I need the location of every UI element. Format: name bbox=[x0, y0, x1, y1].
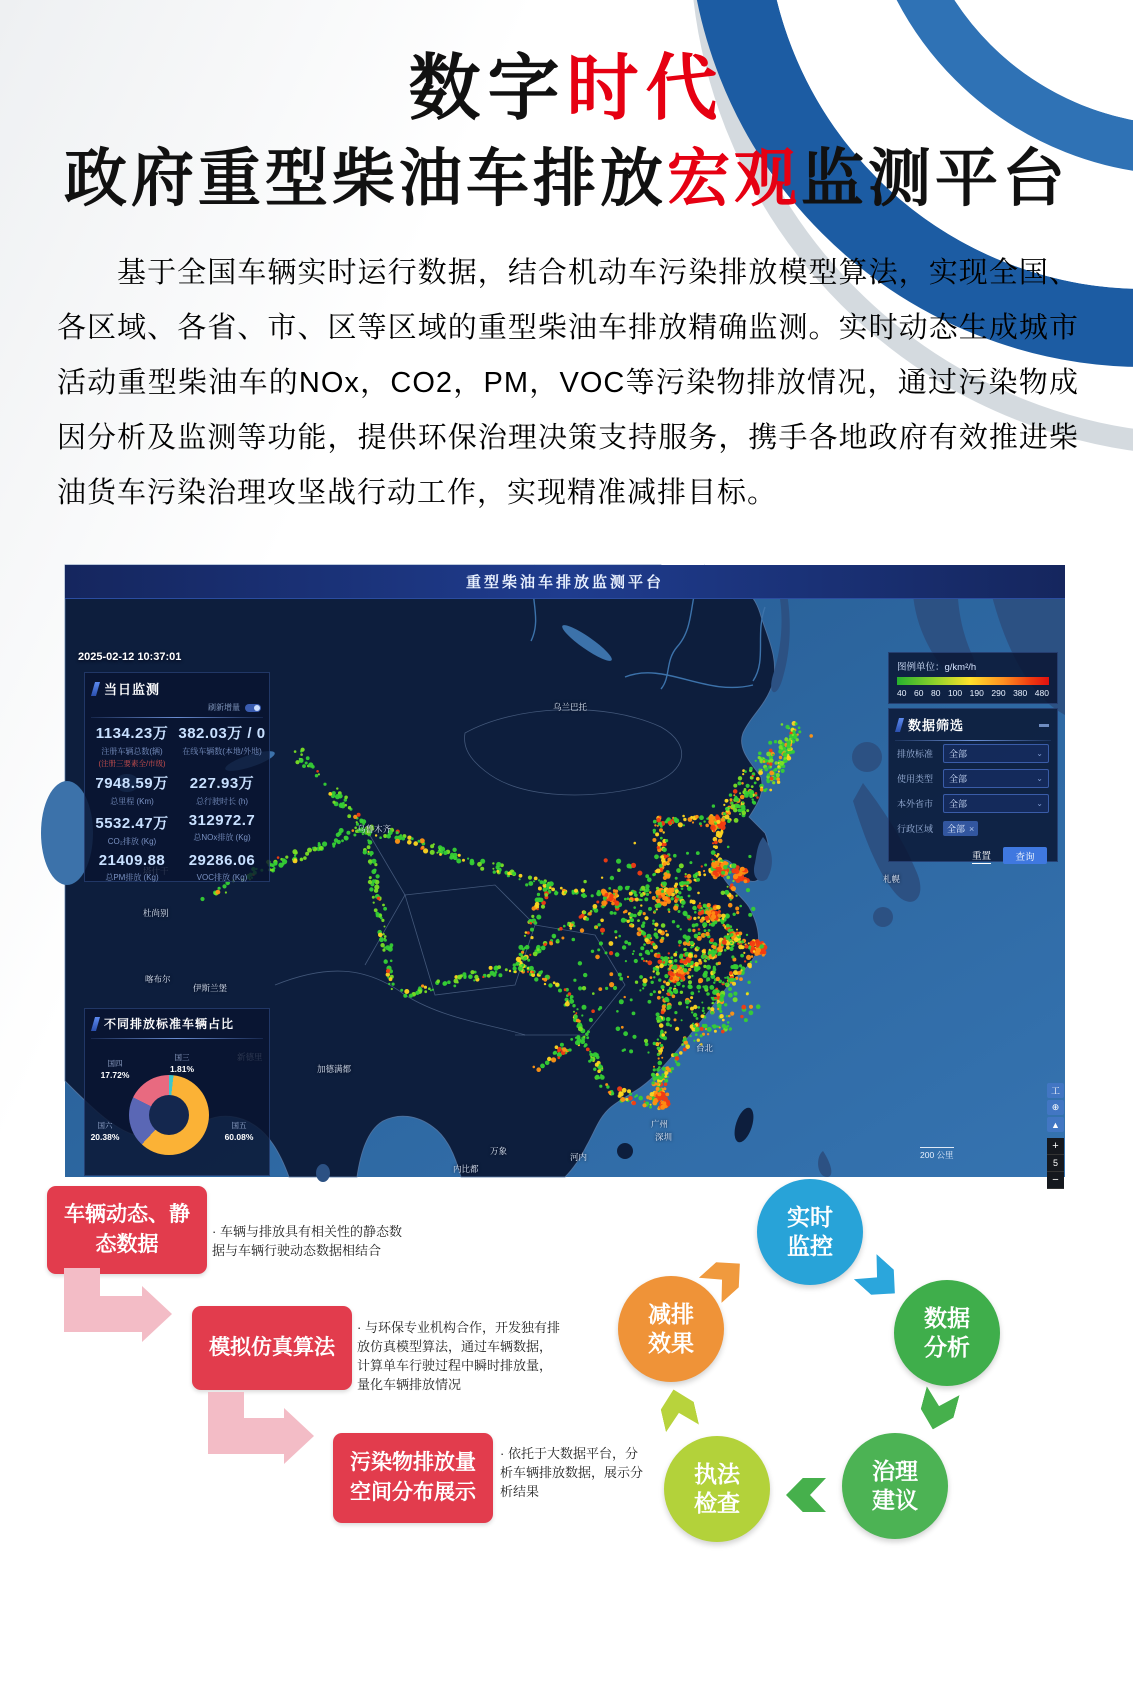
cycle-data-analysis: 数据分析 bbox=[894, 1280, 1000, 1386]
city-label: 万象 bbox=[490, 1146, 508, 1156]
city-label: 加德满都 bbox=[317, 1064, 352, 1074]
refresh-label: 刷新增量 bbox=[208, 703, 240, 712]
today-stats-grid bbox=[85, 718, 269, 892]
panel-slash-icon bbox=[895, 718, 904, 732]
flow-arrowhead-2 bbox=[284, 1408, 314, 1464]
data-filter-panel bbox=[888, 708, 1058, 862]
dashboard-screenshot bbox=[65, 565, 1065, 1186]
cycle-enforcement-check: 执法检查 bbox=[664, 1436, 770, 1542]
flow-box-vehicle-data: 车辆动态、静态数据 bbox=[47, 1186, 207, 1274]
emission-standard-panel bbox=[84, 1008, 270, 1176]
city-label: 河内 bbox=[570, 1152, 588, 1162]
cycle-governance-advice: 治理建议 bbox=[842, 1433, 948, 1539]
city-label: 台北 bbox=[696, 1043, 714, 1053]
legend-ticks: 40 60 80 100 190 290 380 480 bbox=[897, 688, 1049, 698]
dashboard-header bbox=[65, 565, 1065, 599]
poster-title-line2 bbox=[0, 128, 1133, 219]
title2-red: 宏观 bbox=[667, 144, 801, 214]
filter-label-admin-region: 行政区域 bbox=[897, 824, 934, 834]
today-monitoring-panel bbox=[84, 672, 270, 882]
flow-box-simulation: 模拟仿真算法 bbox=[192, 1306, 352, 1390]
chevron-down-icon: ⌄ bbox=[1036, 749, 1043, 758]
city-label: 深圳 bbox=[655, 1132, 673, 1142]
stat-total-mileage: 7948.59万 总里程 (Km) bbox=[95, 775, 169, 806]
city-label: 乌兰巴托 bbox=[553, 702, 588, 712]
city-label: 札幌 bbox=[883, 874, 901, 884]
donut-callout-guo3: 国三 1.81% bbox=[169, 1053, 195, 1074]
flow-note-3: · 依托于大数据平台，分析车辆排放数据，展示分析结果 bbox=[500, 1446, 644, 1499]
landmark-icon[interactable]: ▲ bbox=[1047, 1117, 1064, 1132]
city-label: 乌鲁木齐 bbox=[357, 824, 392, 834]
donut-callout-guo6: 国六 20.38% bbox=[90, 1121, 120, 1142]
chevron-down-icon: ⌄ bbox=[1036, 799, 1043, 808]
refresh-toggle[interactable] bbox=[245, 704, 261, 712]
donut-panel-title: 不同排放标准车辆占比 bbox=[104, 1017, 235, 1031]
filter-panel-title: 数据筛选 bbox=[908, 718, 965, 733]
city-label: 杜尚别 bbox=[143, 908, 169, 918]
flow-arrow-2 bbox=[208, 1392, 244, 1454]
filter-select-emission-standard[interactable]: 全部 ⌄ bbox=[943, 744, 1049, 763]
flow-arrow-2-elbow bbox=[244, 1418, 284, 1454]
filter-label-emission-standard: 排放标准 bbox=[897, 749, 934, 759]
city-label: 内比都 bbox=[453, 1164, 479, 1174]
title2-pre: 政府重型柴油车排放 bbox=[64, 144, 667, 214]
flow-note-1: · 车辆与排放具有相关性的静态数据与车辆行驶动态数据相结合 bbox=[212, 1224, 402, 1258]
flow-arrow-1-elbow bbox=[100, 1296, 142, 1332]
zoom-out-button[interactable]: − bbox=[1047, 1172, 1064, 1189]
zoom-in-button[interactable]: + bbox=[1047, 1138, 1064, 1155]
stat-nox: 312972.7 总NOx排放 (Kg) bbox=[188, 812, 256, 842]
flow-box-spatial-display: 污染物排放量空间分布展示 bbox=[333, 1433, 493, 1523]
stat-total-hours: 227.93万 总行驶时长 (h) bbox=[189, 775, 255, 806]
collapse-dash-icon[interactable]: ▬ bbox=[1039, 719, 1049, 730]
chip-close-icon[interactable]: × bbox=[969, 823, 975, 834]
poster-title-line1 bbox=[0, 30, 1133, 134]
cycle-reduction-effect: 减排效果 bbox=[618, 1276, 724, 1382]
flow-note-2: · 与环保专业机构合作，开发独有排放仿真模型算法，通过车辆数据，计算单车行驶过程中瞬时排放量，量化车辆排放情况 bbox=[357, 1320, 560, 1392]
stat-co2: 5532.47万 CO₂排放 (Kg) bbox=[95, 815, 169, 846]
emission-standard-donut-chart bbox=[129, 1075, 209, 1155]
panel-slash-icon bbox=[91, 682, 100, 696]
donut-callout-guo5: 国五 60.08% bbox=[224, 1121, 254, 1142]
legend-color-bar bbox=[897, 677, 1049, 685]
reset-button[interactable]: 重置 bbox=[972, 848, 991, 864]
donut-callout-guo4: 国四 17.72% bbox=[100, 1059, 130, 1080]
stat-online-vehicles: 382.03万 / 0 在线车辆数(本地/外地) bbox=[178, 725, 266, 756]
stat-pm: 21409.88 总PM排放 (Kg) bbox=[98, 852, 166, 882]
intro-paragraph: 基于全国车辆实时运行数据，结合机动车污染排放模型算法，实现全国、各区域、各省、市、区等区域的重型柴油车排放精确监测。实时动态生成城市活动重型柴油车的NOx，CO2，PM，VOC等污染物排放情况，通过污染物成因分析及监测等功能，提供环保治理决策支持服务，携手各地政府有效推进柴油货车污染治理攻坚战行动工作，实现精准减排目标。 bbox=[57, 257, 1079, 509]
city-label: 喀布尔 bbox=[145, 974, 171, 984]
filter-label-usage-type: 使用类型 bbox=[897, 774, 934, 784]
stat-note: (注册三要素全/市级) bbox=[98, 759, 166, 768]
filter-select-local-nonlocal[interactable]: 全部 ⌄ bbox=[943, 794, 1049, 813]
donut-hole bbox=[149, 1095, 189, 1135]
stat-registered-vehicles: 1134.23万 注册车辆总数(辆) (注册三要素全/市级) bbox=[87, 722, 177, 772]
map-scale-label: 200 公里 bbox=[920, 1147, 954, 1161]
flow-arrowhead-1 bbox=[142, 1286, 172, 1342]
filter-select-usage-type[interactable]: 全部 ⌄ bbox=[943, 769, 1049, 788]
legend-unit-label: 图例单位：g/km²/h bbox=[897, 662, 977, 673]
city-label: 广州 bbox=[651, 1119, 669, 1129]
flow-arrow-1 bbox=[64, 1268, 100, 1332]
cycle-realtime-monitoring: 实时监控 bbox=[757, 1179, 863, 1285]
panel-slash-icon bbox=[91, 1017, 100, 1031]
map-zoom-control bbox=[1047, 1138, 1064, 1189]
locate-globe-icon[interactable]: ⊕ bbox=[1047, 1100, 1064, 1115]
title1-red: 时代 bbox=[566, 49, 725, 129]
city-label: 伊斯兰堡 bbox=[193, 983, 228, 993]
title2-post: 监测平台 bbox=[801, 144, 1069, 214]
panel-divider bbox=[91, 1038, 263, 1039]
map-legend-panel bbox=[888, 652, 1058, 704]
zoom-level: 5 bbox=[1047, 1155, 1064, 1172]
dashboard-title: 重型柴油车排放监测平台 bbox=[465, 574, 664, 591]
measure-icon[interactable]: 工 bbox=[1047, 1083, 1064, 1098]
today-panel-title: 当日监测 bbox=[104, 682, 161, 697]
stat-voc: 29286.06 VOC排放 (Kg) bbox=[188, 852, 256, 882]
chevron-down-icon: ⌄ bbox=[1036, 774, 1043, 783]
title1-black: 数字 bbox=[408, 49, 567, 129]
filter-label-local-nonlocal: 本外省市 bbox=[897, 799, 934, 809]
map-toolbar bbox=[1047, 1083, 1064, 1134]
timestamp: 2025-02-12 10:37:01 bbox=[78, 651, 182, 663]
filter-chip-admin-region[interactable]: 全部 × bbox=[943, 821, 978, 836]
query-button[interactable]: 查询 bbox=[1003, 847, 1047, 864]
